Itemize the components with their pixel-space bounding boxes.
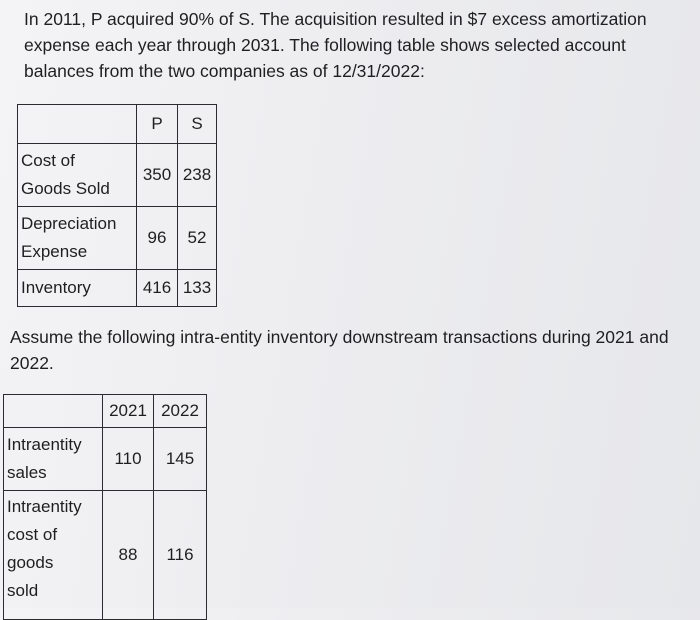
s-value: 133 xyxy=(178,270,217,307)
header-p: P xyxy=(137,105,178,144)
table-header-row xyxy=(18,105,217,144)
header-s: S xyxy=(178,105,217,144)
problem-intro-text: In 2011, P acquired 90% of S. The acquisition resulted in $7 excess amortization expense each year through 2031. The following table shows selected account balances from the two companies as of 12/31/2022: xyxy=(24,9,647,81)
value-2021: 88 xyxy=(103,491,154,620)
p-value: 416 xyxy=(137,270,178,307)
row-label xyxy=(4,428,103,491)
intraentity-transactions-table xyxy=(3,394,207,620)
s-value: 52 xyxy=(178,207,217,270)
row-label-text: Inventory xyxy=(21,278,91,297)
account-balances-table xyxy=(17,104,217,307)
table-header-row xyxy=(4,395,207,428)
row-label-text: Intraentity cost of goods sold xyxy=(7,497,82,600)
table-row xyxy=(18,207,217,270)
row-label xyxy=(18,207,137,270)
row-label-text: Intraentity sales xyxy=(7,435,82,482)
row-label xyxy=(18,270,137,307)
header-2022: 2022 xyxy=(154,395,207,428)
header-2021: 2021 xyxy=(103,395,154,428)
row-label xyxy=(4,491,103,620)
value-2022: 116 xyxy=(154,491,207,620)
s-value: 238 xyxy=(178,144,217,207)
p-value: 96 xyxy=(137,207,178,270)
assumption-text: Assume the following intra-entity inventory downstream transactions during 2021 and 2022. xyxy=(10,327,669,373)
table-row xyxy=(4,491,207,620)
value-2022: 145 xyxy=(154,428,207,491)
header-blank-cell xyxy=(18,105,137,144)
header-blank-cell xyxy=(4,395,103,428)
table-row xyxy=(4,428,207,491)
value-2021: 110 xyxy=(103,428,154,491)
row-label-text: Cost of Goods Sold xyxy=(21,151,110,198)
row-label-text: Depreciation Expense xyxy=(21,214,117,261)
table-row xyxy=(18,144,217,207)
p-value: 350 xyxy=(137,144,178,207)
table-row xyxy=(18,270,217,307)
row-label xyxy=(18,144,137,207)
